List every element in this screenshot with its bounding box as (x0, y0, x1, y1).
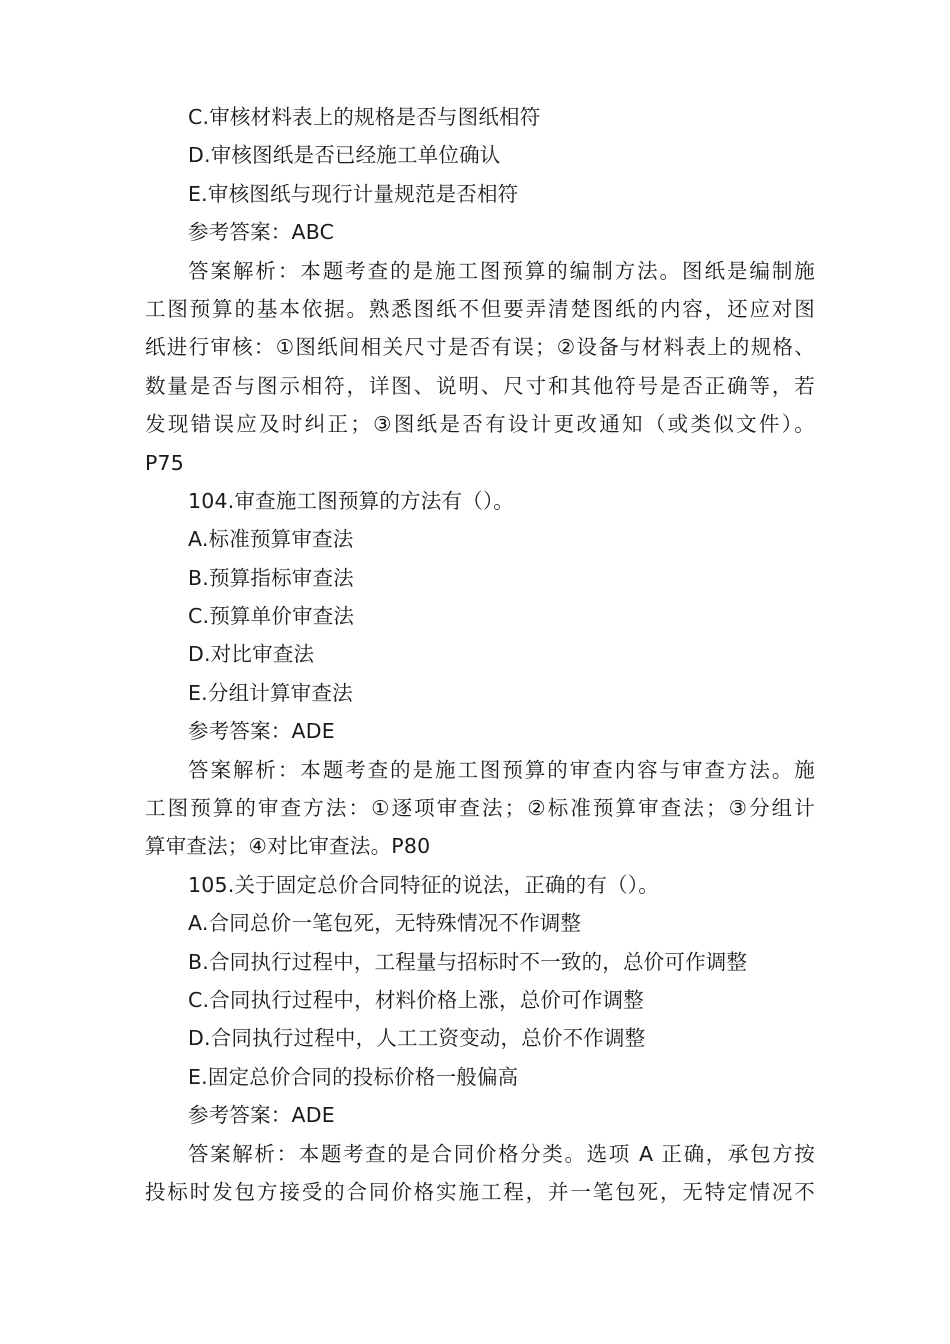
q104-answer: 参考答案：ADE (188, 719, 335, 744)
q104-option-e: E.分组计算审查法 (188, 680, 353, 705)
q103-option-c: C.审核材料表上的规格是否与图纸相符 (188, 105, 541, 129)
q103-analysis-line: 发现错误应及时纠正；③图纸是否有设计更改通知（或类似文件）。 (145, 412, 815, 437)
q104-question: 104.审查施工图预算的方法有（）。 (188, 488, 514, 513)
q105-analysis-line: 答案解析：本题考查的是合同价格分类。选项 A 正确，承包方按 (188, 1141, 815, 1166)
q104-option-d: D.对比审查法 (188, 642, 315, 667)
q103-analysis-line: 数量是否与图示相符，详图、说明、尺寸和其他符号是否正确等，若 (145, 373, 815, 398)
document-page (0, 98, 950, 1211)
q104-option-a: A.标准预算审查法 (188, 527, 354, 552)
q105-option-c: C.合同执行过程中，材料价格上涨，总价可作调整 (188, 987, 644, 1012)
q104-analysis-line: 答案解析：本题考查的是施工图预算的审查内容与审查方法。施 (188, 757, 815, 782)
q103-analysis-line: 答案解析：本题考查的是施工图预算的编制方法。图纸是编制施 (188, 258, 815, 283)
q103-analysis-line: 纸进行审核：①图纸间相关尺寸是否有误；②设备与材料表上的规格、 (145, 335, 815, 360)
q103-answer: 参考答案：ABC (188, 220, 335, 245)
q103-analysis-page-ref: P75 (145, 450, 185, 475)
q103-option-e: E.审核图纸与现行计量规范是否相符 (188, 181, 519, 206)
q105-question: 105.关于固定总价合同特征的说法，正确的有（）。 (188, 872, 659, 897)
q105-option-a: A.合同总价一笔包死，无特殊情况不作调整 (188, 911, 582, 936)
q104-option-c: C.预算单价审查法 (188, 604, 355, 629)
q104-option-b: B.预算指标审查法 (188, 565, 354, 590)
q104-analysis-line: 工图预算的审查方法：①逐项审查法；②标准预算审查法；③分组计 (145, 796, 815, 821)
q105-analysis-line: 投标时发包方接受的合同价格实施工程，并一笔包死，无特定情况不 (145, 1179, 815, 1204)
q104-analysis-line: 算审查法；④对比审查法。P80 (145, 834, 431, 859)
q105-option-b: B.合同执行过程中，工程量与招标时不一致的，总价可作调整 (188, 949, 748, 974)
q103-analysis-line: 工图预算的基本依据。熟悉图纸不但要弄清楚图纸的内容，还应对图 (145, 296, 815, 321)
q105-answer: 参考答案：ADE (188, 1103, 335, 1128)
q103-option-d: D.审核图纸是否已经施工单位确认 (188, 143, 501, 168)
q105-option-e: E.固定总价合同的投标价格一般偏高 (188, 1064, 519, 1089)
q105-option-d: D.合同执行过程中，人工工资变动，总价不作调整 (188, 1026, 646, 1051)
